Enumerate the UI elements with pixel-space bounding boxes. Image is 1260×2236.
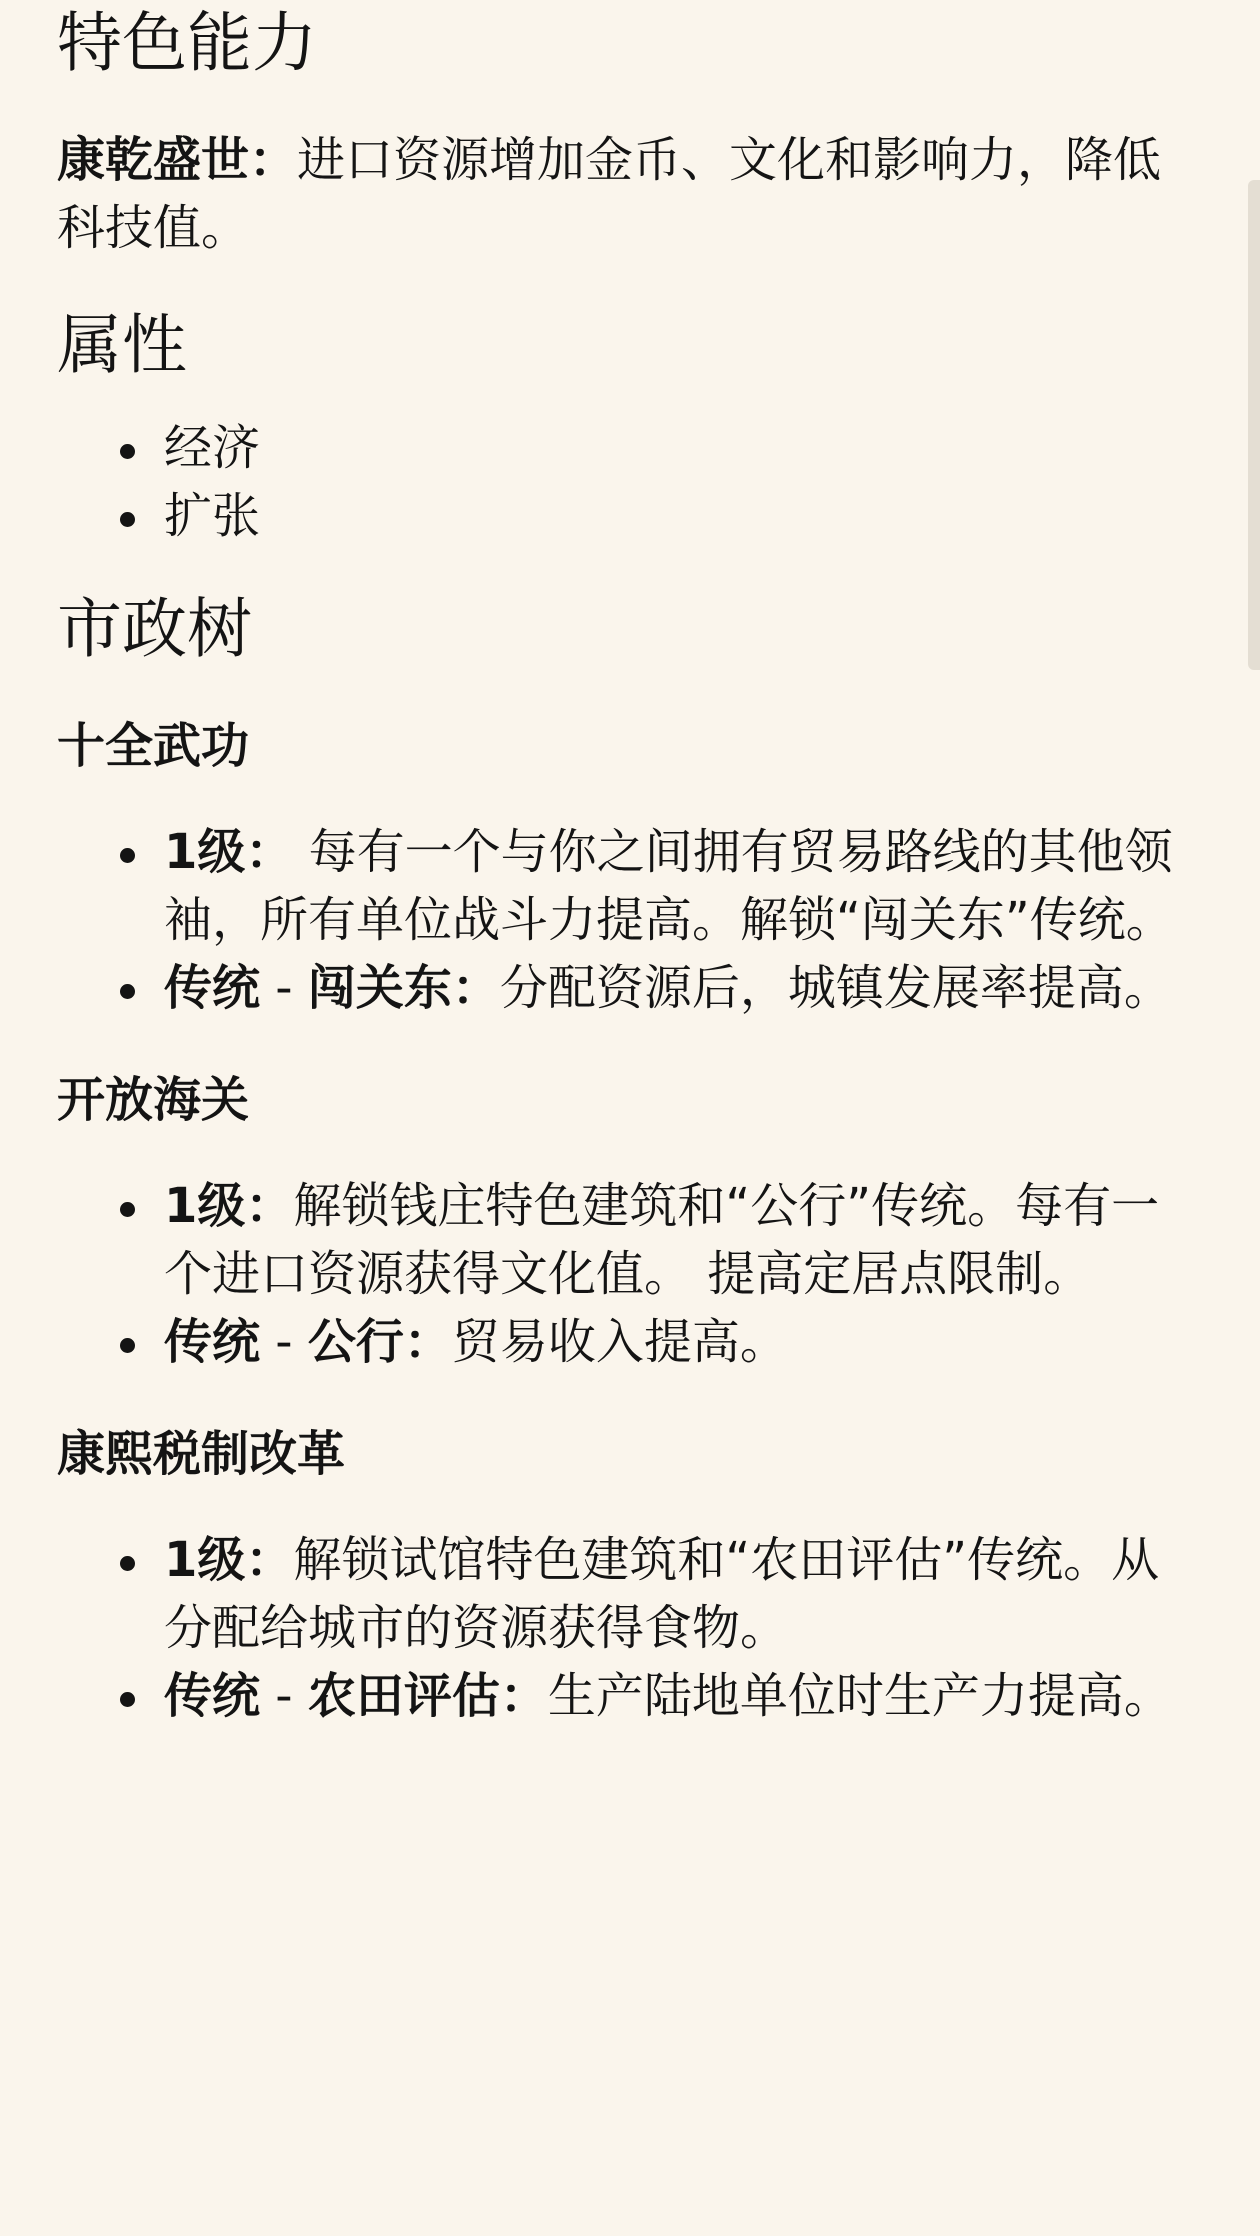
tradition-label: 传统 <box>164 1314 261 1370</box>
tradition-label: 传统 <box>164 1668 261 1724</box>
civic-group-title: 十全武功 <box>57 718 250 774</box>
attribute-item: 扩张 <box>57 482 1187 550</box>
tradition-name: 公行： <box>307 1314 452 1370</box>
tradition-separator: - <box>260 960 308 1016</box>
civic-group-title: 康熙税制改革 <box>57 1426 346 1482</box>
ability-name: 康乾盛世： <box>57 132 298 188</box>
level-label: 1级： <box>164 824 294 880</box>
tradition-name: 农田评估： <box>307 1668 548 1724</box>
civic-tradition-item <box>57 1308 1187 1376</box>
civic-tradition-item <box>57 1662 1187 1730</box>
ability-text: 进口资源增加金币、文化和影响力，降低科技值。 <box>57 132 1162 256</box>
civics-heading: 市政树 <box>57 592 253 667</box>
article-content <box>57 0 1187 1730</box>
tradition-text: 生产陆地单位时生产力提高。 <box>547 1668 1172 1724</box>
tradition-separator: - <box>260 1314 308 1370</box>
feature-description <box>57 126 1187 262</box>
tradition-text: 分配资源后，城镇发展率提高。 <box>499 960 1172 1016</box>
attributes-heading: 属性 <box>57 308 188 383</box>
feature-heading: 特色能力 <box>57 6 318 81</box>
attributes-list <box>57 414 1187 550</box>
level-label: 1级： <box>164 1532 294 1588</box>
civic-group-list <box>57 818 1187 1022</box>
tradition-separator: - <box>260 1668 308 1724</box>
civic-group-list <box>57 1172 1187 1376</box>
civic-group-title: 开放海关 <box>57 1072 250 1128</box>
attribute-item: 经济 <box>57 414 1187 482</box>
civic-level-item <box>57 1172 1187 1308</box>
level-text: 解锁钱庄特色建筑和“公行”传统。每有一个进口资源获得文化值。 提高定居点限制。 <box>164 1178 1160 1302</box>
level-text: 解锁试馆特色建筑和“农田评估”传统。从分配给城市的资源获得食物。 <box>164 1532 1160 1656</box>
scrollbar[interactable] <box>1248 180 1260 670</box>
civic-level-item <box>57 1526 1187 1662</box>
level-label: 1级： <box>164 1178 294 1234</box>
civic-group-list <box>57 1526 1187 1730</box>
level-text: 每有一个与你之间拥有贸易路线的其他领袖，所有单位战斗力提高。解锁“闯关东”传统。 <box>164 824 1174 948</box>
tradition-text: 贸易收入提高。 <box>451 1314 788 1370</box>
civic-level-item <box>57 818 1187 954</box>
tradition-label: 传统 <box>164 960 261 1016</box>
tradition-name: 闯关东： <box>307 960 500 1016</box>
civic-tradition-item <box>57 954 1187 1022</box>
